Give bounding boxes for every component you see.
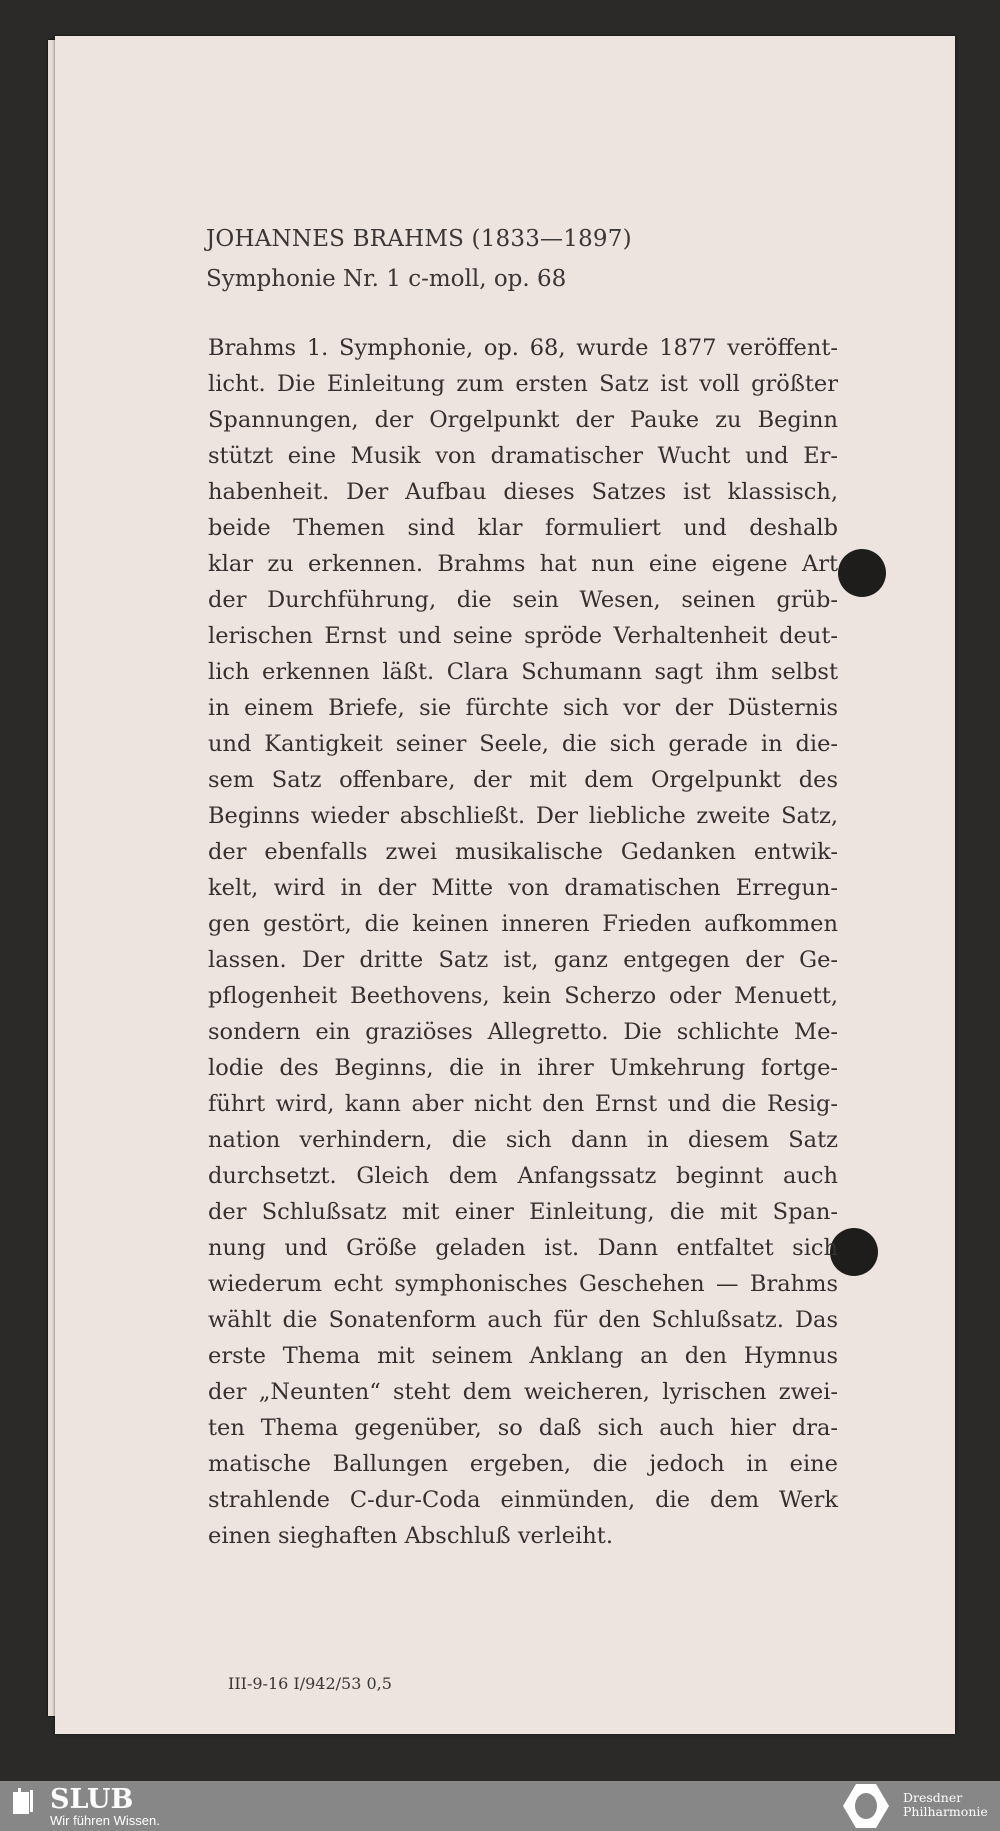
body-line: strahlende C-dur-Coda einmünden, die dem Werk	[208, 1487, 838, 1513]
philharmonie-logo-icon	[842, 1783, 890, 1829]
body-line: pflogenheit Beethovens, kein Scherzo oder Menuett,	[208, 983, 838, 1009]
document-title: JOHANNES BRAHMS (1833—1897)	[206, 226, 632, 252]
body-line: wiederum echt symphonisches Geschehen — Brahms	[208, 1271, 838, 1297]
body-line: führt wird, kann aber nicht den Ernst und die Resig-	[208, 1091, 838, 1117]
body-line: einen sieghaften Abschluß verleiht.	[208, 1523, 613, 1549]
body-line: und Kantigkeit seiner Seele, die sich gerade in die-	[208, 731, 838, 757]
body-line: der Durchführung, die sein Wesen, seinen grüb-	[208, 587, 838, 613]
slub-logo-text[interactable]: SLUB	[50, 1784, 134, 1815]
document-subtitle: Symphonie Nr. 1 c-moll, op. 68	[206, 266, 567, 292]
body-line: stützt eine Musik von dramatischer Wucht und Er-	[208, 443, 838, 469]
body-line: in einem Briefe, sie fürchte sich vor der Düsternis	[208, 695, 838, 721]
body-line: lich erkennen läßt. Clara Schumann sagt ihm selbst	[208, 659, 838, 685]
body-line: erste Thema mit seinem Anklang an den Hymnus	[208, 1343, 838, 1369]
body-line: habenheit. Der Aufbau dieses Satzes ist klassisch,	[208, 479, 838, 505]
body-line: gen gestört, die keinen inneren Frieden aufkommen	[208, 911, 838, 937]
body-line: Brahms 1. Symphonie, op. 68, wurde 1877 veröffent-	[208, 335, 838, 361]
body-line: klar zu erkennen. Brahms hat nun eine eigene Art	[208, 551, 838, 577]
body-line: matische Ballungen ergeben, die jedoch in eine	[208, 1451, 838, 1477]
body-line: der ebenfalls zwei musikalische Gedanken entwik-	[208, 839, 838, 865]
body-line: sem Satz offenbare, der mit dem Orgelpunkt des	[208, 767, 838, 793]
body-line: Beginns wieder abschließt. Der liebliche zweite Satz,	[208, 803, 838, 829]
body-line: nation verhindern, die sich dann in diesem Satz	[208, 1127, 838, 1153]
body-line: wählt die Sonatenform auch für den Schlußsatz. Das	[208, 1307, 838, 1333]
document-body	[208, 330, 838, 1554]
body-line: nung und Größe geladen ist. Dann entfaltet sich	[208, 1235, 838, 1261]
body-line: der Schlußsatz mit einer Einleitung, die mit Span-	[208, 1199, 838, 1225]
print-code: III-9-16 I/942/53 0,5	[228, 1674, 392, 1693]
body-line: durchsetzt. Gleich dem Anfangssatz beginnt auch	[208, 1163, 838, 1189]
body-line: lodie des Beginns, die in ihrer Umkehrung fortge-	[208, 1055, 838, 1081]
body-line: lassen. Der dritte Satz ist, ganz entgegen der Ge-	[208, 947, 838, 973]
footer-band	[0, 1781, 1000, 1831]
body-line: der „Neunten“ steht dem weicheren, lyrischen zwei-	[208, 1379, 838, 1405]
body-line: kelt, wird in der Mitte von dramatischen Erregun-	[208, 875, 838, 901]
body-line: Spannungen, der Orgelpunkt der Pauke zu Beginn	[208, 407, 838, 433]
body-line: ten Thema gegenüber, so daß sich auch hier dra-	[208, 1415, 838, 1441]
partner-line-1: Dresdner	[903, 1790, 963, 1805]
philharmonie-name[interactable]	[903, 1791, 988, 1819]
slub-book-icon	[13, 1788, 35, 1814]
body-line: sondern ein graziöses Allegretto. Die schlichte Me-	[208, 1019, 838, 1045]
punch-hole	[838, 549, 886, 597]
body-line: beide Themen sind klar formuliert und deshalb	[208, 515, 838, 541]
partner-line-2: Philharmonie	[903, 1804, 988, 1819]
body-line: lerischen Ernst und seine spröde Verhaltenheit deut-	[208, 623, 838, 649]
slub-tagline: Wir führen Wissen.	[50, 1813, 160, 1828]
body-line: licht. Die Einleitung zum ersten Satz ist voll größter	[208, 371, 838, 397]
